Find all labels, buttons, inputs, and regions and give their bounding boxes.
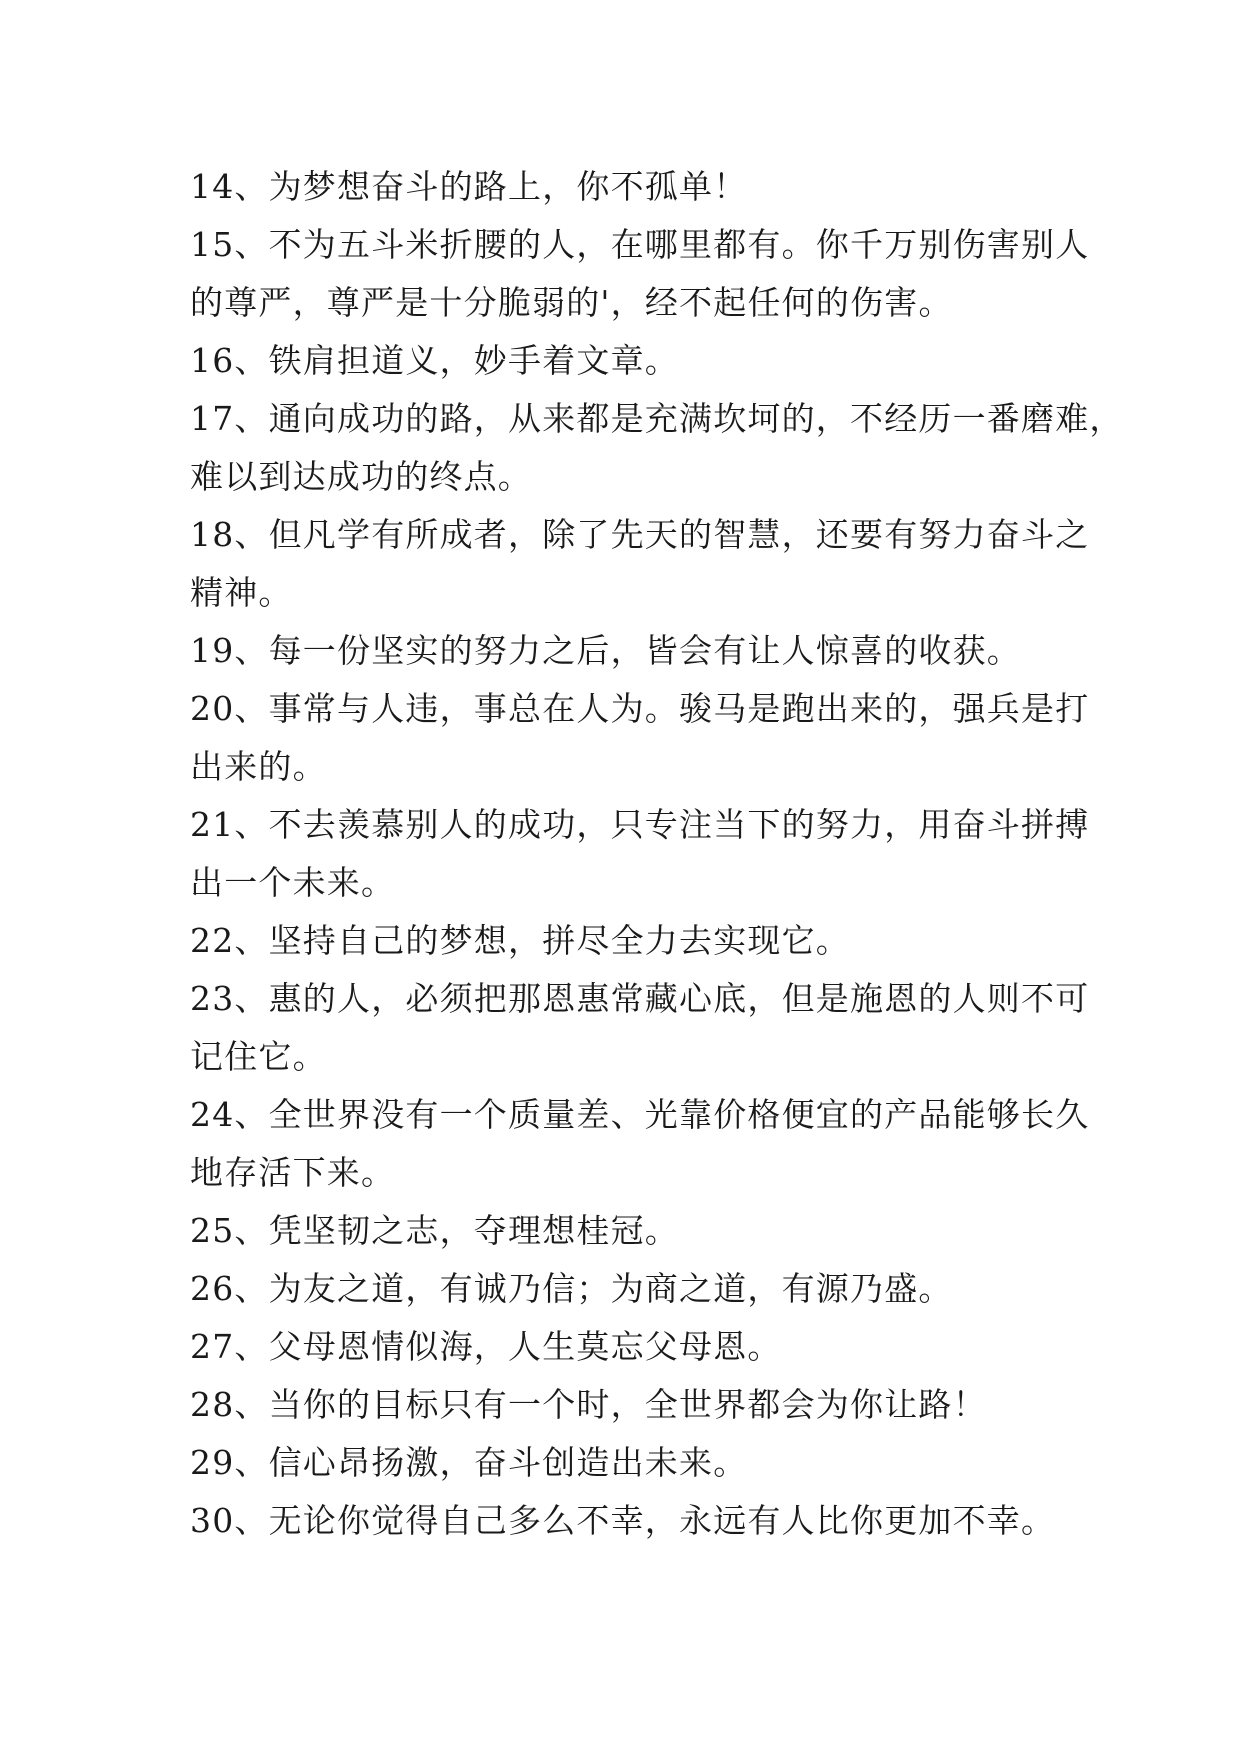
quote-list (190, 158, 1124, 1550)
quote-line: 23、惠的人，必须把那恩惠常藏心底，但是施恩的人则不可 (190, 979, 1090, 1018)
quote-line: 29、信心昂扬激，奋斗创造出未来。 (190, 1443, 748, 1482)
quote-line: 的尊严，尊严是十分脆弱的'，经不起任何的伤害。 (190, 283, 953, 322)
quote-line: 记住它。 (190, 1037, 327, 1076)
quote-line: 难以到达成功的终点。 (190, 457, 532, 496)
quote-line: 27、父母恩情似海，人生莫忘父母恩。 (190, 1327, 782, 1366)
quote-item (190, 1260, 1060, 1318)
quote-item (190, 1376, 1060, 1434)
quote-line: 26、为友之道，有诚乃信；为商之道，有源乃盛。 (190, 1269, 953, 1308)
quote-line: 21、不去羡慕别人的成功，只专注当下的努力，用奋斗拼搏 (190, 805, 1090, 844)
quote-item (190, 332, 1060, 390)
quote-line: 精神。 (190, 573, 293, 612)
quote-line: 18、但凡学有所成者，除了先天的智慧，还要有努力奋斗之 (190, 515, 1090, 554)
quote-item (190, 390, 1124, 506)
quote-line: 出一个未来。 (190, 863, 396, 902)
quote-item (190, 506, 1090, 622)
quote-line: 15、不为五斗米折腰的人，在哪里都有。你千万别伤害别人 (190, 225, 1090, 264)
quote-line: 19、每一份坚实的努力之后，皆会有让人惊喜的收获。 (190, 631, 1021, 670)
quote-item (190, 1318, 1060, 1376)
quote-line: 30、无论你觉得自己多么不幸，永远有人比你更加不幸。 (190, 1501, 1056, 1540)
quote-item (190, 1492, 1060, 1550)
quote-item (190, 680, 1090, 796)
quote-item (190, 1434, 1060, 1492)
quote-line: 28、当你的目标只有一个时，全世界都会为你让路！ (190, 1385, 987, 1424)
quote-line: 14、为梦想奋斗的路上，你不孤单！ (190, 167, 748, 206)
quote-line: 25、凭坚韧之志，夺理想桂冠。 (190, 1211, 679, 1250)
quote-item (190, 158, 1060, 216)
quote-item (190, 1086, 1090, 1202)
quote-item (190, 216, 1090, 332)
quote-line: 出来的。 (190, 747, 327, 786)
quote-item (190, 912, 1060, 970)
quote-line: 17、通向成功的路，从来都是充满坎坷的，不经历一番磨难， (190, 399, 1124, 438)
quote-line: 24、全世界没有一个质量差、光靠价格便宜的产品能够长久 (190, 1095, 1090, 1134)
quote-item (190, 622, 1060, 680)
quote-line: 22、坚持自己的梦想，拼尽全力去实现它。 (190, 921, 850, 960)
quote-line: 16、铁肩担道义，妙手着文章。 (190, 341, 679, 380)
quote-item (190, 796, 1090, 912)
quote-item (190, 1202, 1060, 1260)
quote-line: 20、事常与人违，事总在人为。骏马是跑出来的，强兵是打 (190, 689, 1090, 728)
quote-item (190, 970, 1090, 1086)
quote-line: 地存活下来。 (190, 1153, 396, 1192)
